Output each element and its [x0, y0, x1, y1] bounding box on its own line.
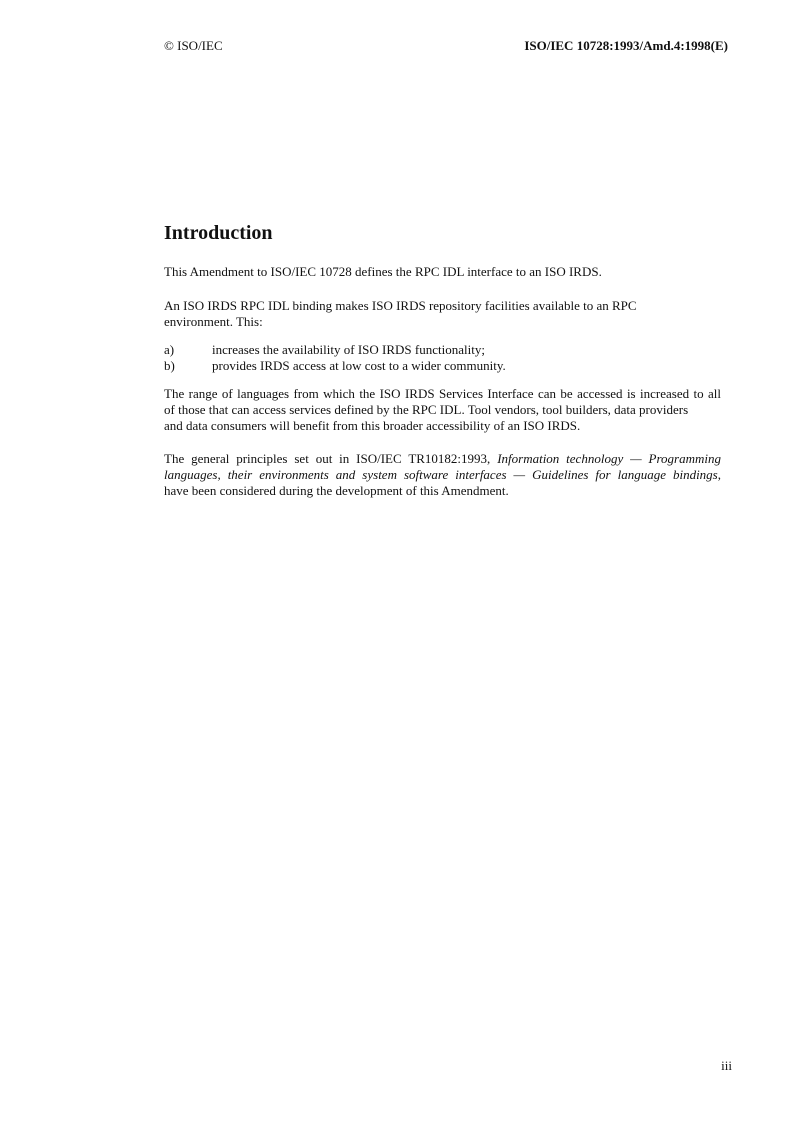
paragraph-4-line-2	[164, 467, 721, 483]
paragraph-3-line-2: of those that can access services defined by the RPC IDL. Tool vendors, tool builders, data providers	[164, 402, 689, 417]
paragraph-2-line-2: environment. This:	[164, 314, 263, 329]
text: ,	[717, 467, 721, 482]
paragraph-3-line-3: and data consumers will benefit from this broader accessibility of an ISO IRDS.	[164, 418, 581, 433]
section-title: Introduction	[164, 222, 273, 244]
paragraph-3-line-1: The range of languages from which the ISO IRDS Services Interface can be accessed is increased to all	[164, 386, 721, 401]
cited-title: Information technology — Programming	[497, 451, 721, 466]
paragraph-4-line-3: have been considered during the development of this Amendment.	[164, 483, 509, 498]
header-document-id: ISO/IEC 10728:1993/Amd.4:1998(E)	[524, 38, 728, 53]
paragraph-2-line-1: An ISO IRDS RPC IDL binding makes ISO IRDS repository facilities available to an RPC	[164, 298, 637, 313]
list-text: provides IRDS access at low cost to a wider community.	[212, 358, 506, 373]
list-label: a)	[164, 342, 175, 357]
list-label: b)	[164, 358, 175, 373]
paragraph-1: This Amendment to ISO/IEC 10728 defines the RPC IDL interface to an ISO IRDS.	[164, 264, 602, 279]
paragraph-4-line-1	[164, 451, 721, 467]
page-number: iii	[721, 1058, 732, 1073]
text: The general principles set out in ISO/IEC TR10182:1993,	[164, 451, 498, 466]
cited-title: languages, their environments and system software interfaces — Guidelines for language bindings	[164, 467, 718, 482]
header-copyright: © ISO/IEC	[164, 38, 223, 53]
list-text: increases the availability of ISO IRDS functionality;	[212, 342, 485, 357]
